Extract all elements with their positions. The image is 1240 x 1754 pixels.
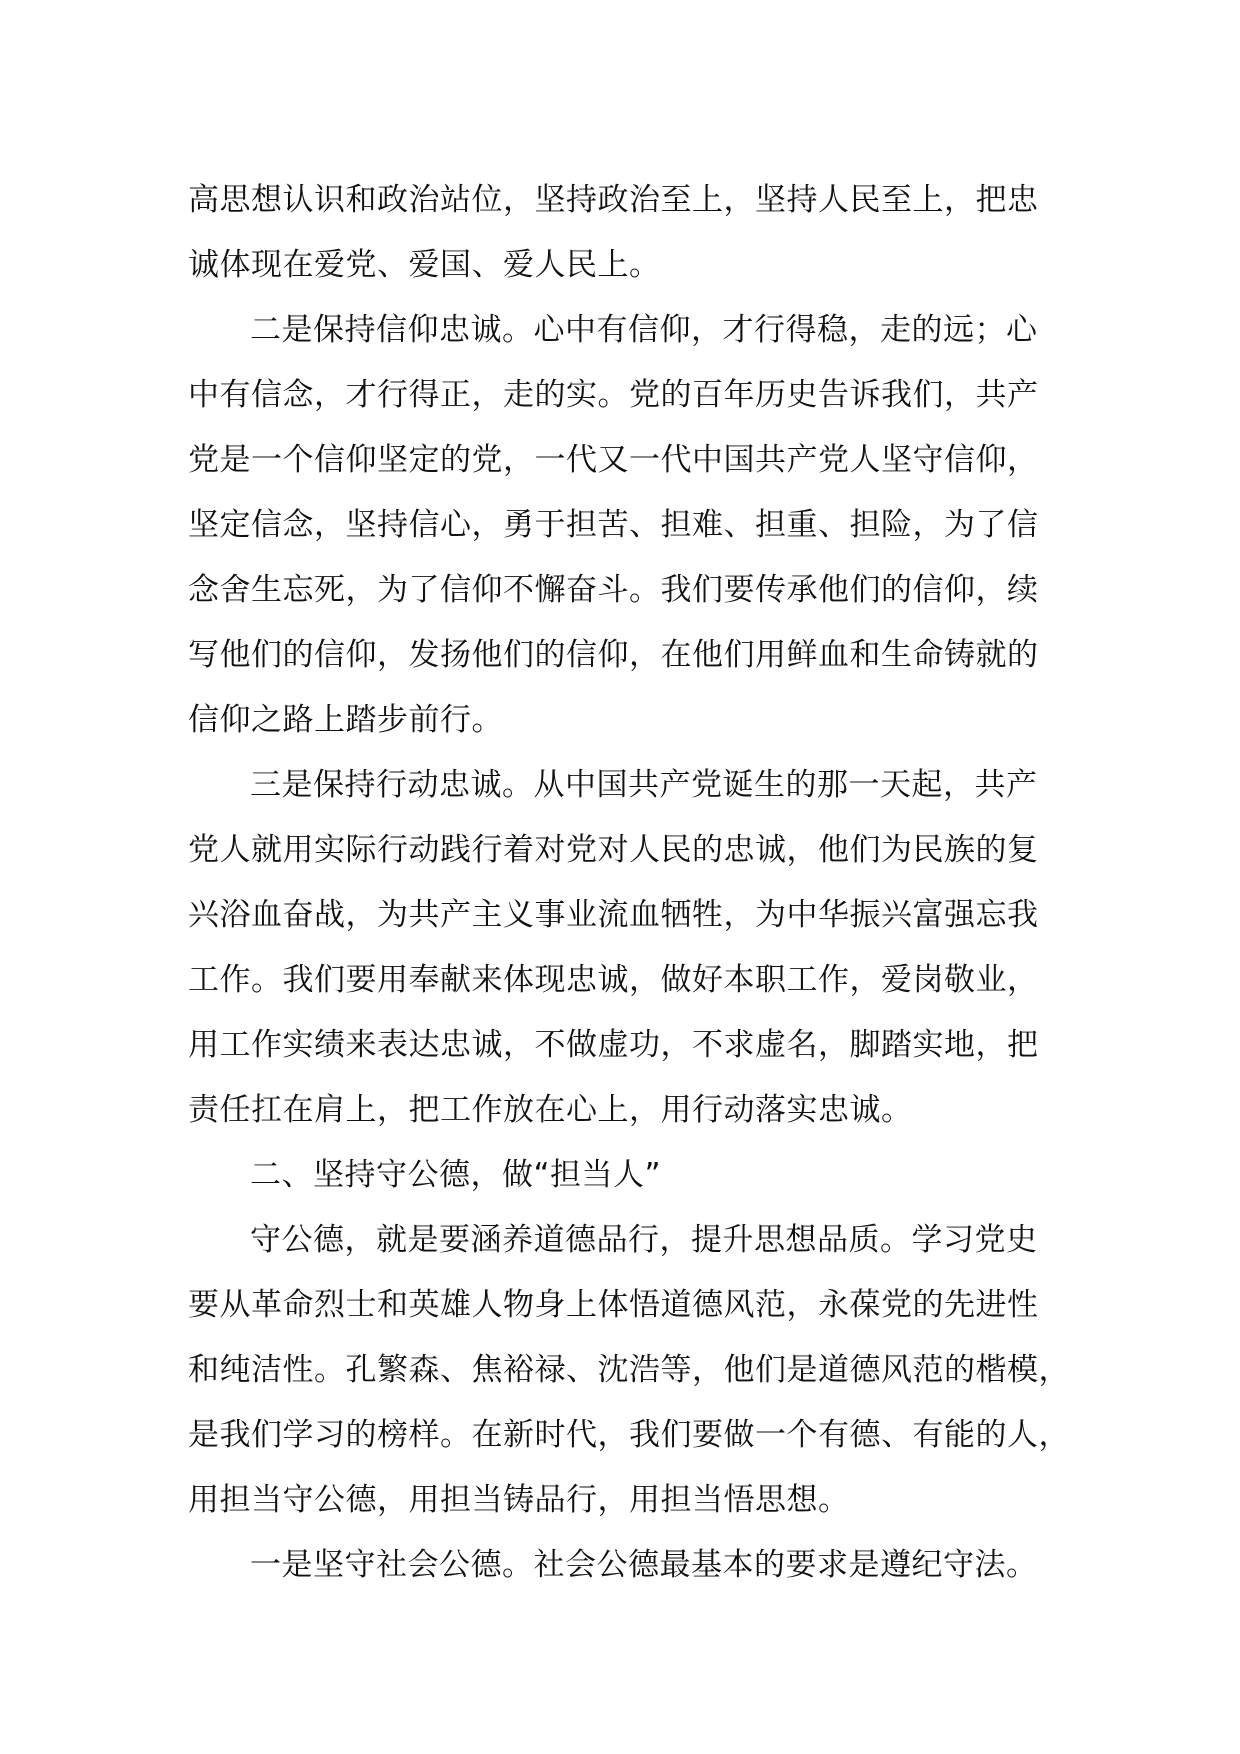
text-line: 中有信念，才行得正，走的实。党的百年历史告诉我们，共产 xyxy=(188,377,1039,413)
paragraph xyxy=(188,168,1088,298)
text-line: 念舍生忘死，为了信仰不懈奋斗。我们要传承他们的信仰，续 xyxy=(188,572,1039,608)
text-line: 高思想认识和政治站位，坚持政治至上，坚持人民至上，把忠 xyxy=(188,182,1039,218)
text-line: 三是保持行动忠诚。从中国共产党诞生的那一天起，共产 xyxy=(250,767,1038,803)
text-line: 用担当守公德，用担当铸品行，用担当悟思想。 xyxy=(188,1482,850,1518)
text-line: 用工作实绩来表达忠诚，不做虚功，不求虚名，脚踏实地，把 xyxy=(188,1027,1039,1063)
text-line: 兴浴血奋战，为共产主义事业流血牺牲，为中华振兴富强忘我 xyxy=(188,897,1039,933)
heading-text: 二、坚持守公德，做“担当人” xyxy=(250,1157,662,1193)
text-line: 写他们的信仰，发扬他们的信仰，在他们用鲜血和生命铸就的 xyxy=(188,637,1039,673)
text-line: 信仰之路上踏步前行。 xyxy=(188,702,503,738)
paragraph xyxy=(188,1533,1088,1598)
text-line: 是我们学习的榜样。在新时代，我们要做一个有德、有能的人， xyxy=(188,1417,1070,1453)
text-line: 党是一个信仰坚定的党，一代又一代中国共产党人坚守信仰， xyxy=(188,442,1039,478)
text-line: 一是坚守社会公德。社会公德最基本的要求是遵纪守法。 xyxy=(250,1547,1038,1583)
paragraph xyxy=(188,1208,1088,1533)
text-line: 工作。我们要用奉献来体现忠诚，做好本职工作，爱岗敬业， xyxy=(188,962,1039,998)
text-line: 责任扛在肩上，把工作放在心上，用行动落实忠诚。 xyxy=(188,1092,913,1128)
text-line: 党人就用实际行动践行着对党对人民的忠诚，他们为民族的复 xyxy=(188,832,1039,868)
text-line: 要从革命烈士和英雄人物身上体悟道德风范，永葆党的先进性 xyxy=(188,1287,1039,1323)
paragraph xyxy=(188,753,1088,1143)
text-line: 二是保持信仰忠诚。心中有信仰，才行得稳，走的远；心 xyxy=(250,312,1038,348)
text-line: 守公德，就是要涵养道德品行，提升思想品质。学习党史 xyxy=(250,1222,1038,1258)
text-line: 坚定信念，坚持信心，勇于担苦、担难、担重、担险，为了信 xyxy=(188,507,1039,543)
section-heading xyxy=(188,1143,1088,1208)
text-line: 和纯洁性。孔繁森、焦裕禄、沈浩等，他们是道德风范的楷模， xyxy=(188,1352,1070,1388)
paragraph xyxy=(188,298,1088,753)
text-line: 诚体现在爱党、爱国、爱人民上。 xyxy=(188,247,661,283)
document-body xyxy=(188,168,1088,1598)
